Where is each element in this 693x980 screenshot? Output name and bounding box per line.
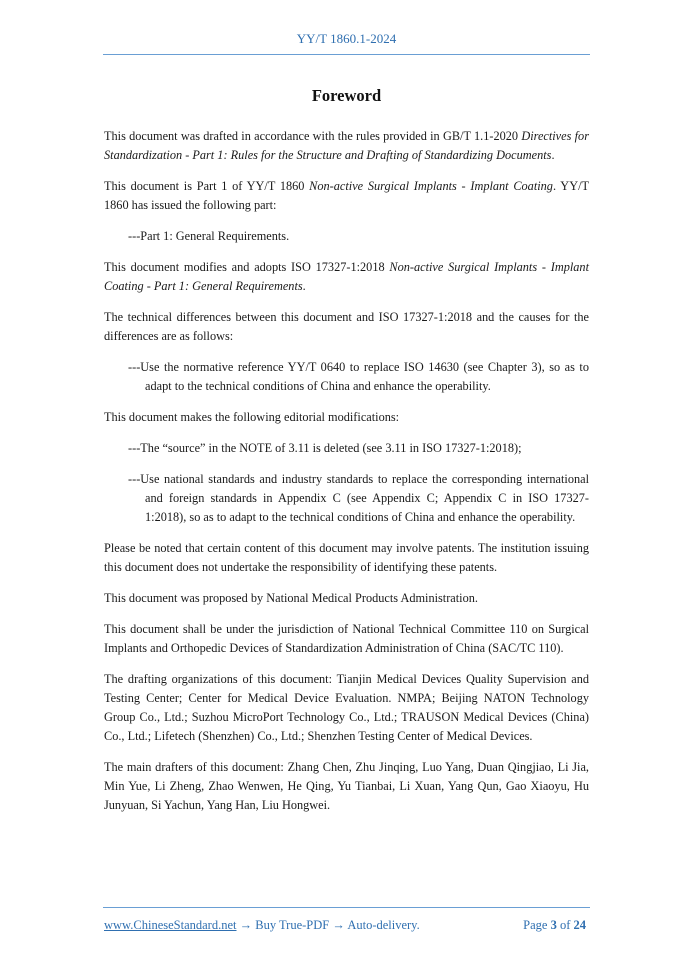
auto-delivery-text: Auto-delivery. [347,918,420,932]
page-total: 24 [573,918,586,932]
text-run: . [551,148,555,162]
paragraph-main-drafters: The main drafters of this document: Zhang Chen, Zhu Jinqing, Luo Yang, Duan Qingjiao, Li Jia, Min Yue, Li Zheng, Zhao Wenwen, He Qing, Yu Tianbai, Li Xuan, Yang Qun, Gao Xiaoyu, Hu Junyuan, Si Yachun, Yang Han, Liu Hongwei. [104,760,589,812]
foreword-body [104,127,589,827]
text-run: . [302,279,306,293]
footer-divider [103,907,590,908]
page-number [523,918,586,933]
list-item-normative-reference: ---Use the normative reference YY/T 0640 to replace ISO 14630 (see Chapter 3), so as to adapt to the technical conditions of China and enhance the operability. [128,360,589,393]
footer-links [104,918,420,933]
header-standard-id: YY/T 1860.1-2024 [296,31,397,46]
chinesestandard-link[interactable]: www.ChineseStandard.net [104,918,237,932]
paragraph-proposed-by: This document was proposed by National Medical Products Administration. [104,591,478,605]
paragraph-patents: Please be noted that certain content of this document may involve patents. The institution issuing this document does not undertake the responsibility of identifying these patents. [104,541,589,574]
header-divider [103,54,590,55]
page-label: Page [523,918,548,932]
page-of: of [559,918,571,932]
buy-true-pdf-text: Buy True-PDF [255,918,330,932]
arrow-icon: → [236,918,256,932]
paragraph-part-info [104,177,589,215]
paragraph-drafting-organizations: The drafting organizations of this document: Tianjin Medical Devices Quality Supervision and Testing Center; Center for Medical Device Evaluation. NMPA; Beijing NATON Technology Group Co., Ltd.; Suzhou MicroPort Technology Co., Ltd.; TRAUSON Medical Devices (China) Co., Ltd.; Lifetech (Shenzhen) Co., Ltd.; Shenzhen Testing Center of Medical Devices. [104,672,589,743]
italic-title: Non-active Surgical Implants - Implant Coating [309,179,553,193]
paragraph-jurisdiction: This document shall be under the jurisdiction of National Technical Committee 110 on Surgical Implants and Orthopedic Devices of Standardization Administration of China (SAC/TC 110). [104,622,589,655]
italic-title: Non-active Surgical Implants - Implant Coating - Part 1: General Requirements [104,260,589,293]
paragraph-drafting-rules [104,127,589,165]
list-item-appendix-c: ---Use national standards and industry standards to replace the corresponding international and foreign standards in Appendix C (see Appendix C; Appendix C in ISO 17327-1:2018), so as to adapt to the technical conditions of China and enhance the operability. [128,472,589,524]
paragraph-editorial-modifications: This document makes the following editorial modifications: [104,410,400,424]
page-title: Foreword [311,86,382,105]
list-item-source-deleted: ---The “source” in the NOTE of 3.11 is deleted (see 3.11 in ISO 17327-1:2018); [128,441,522,455]
paragraph-technical-differences: The technical differences between this document and ISO 17327-1:2018 and the causes for the differences are as follows: [104,310,589,343]
list-item-part1: ---Part 1: General Requirements. [128,229,290,243]
text-run: This document modifies and adopts ISO 17327-1:2018 [104,260,390,274]
text-run: This document was drafted in accordance with the rules provided in GB/T 1.1-2020 [104,129,522,143]
text-run: This document is Part 1 of YY/T 1860 [104,179,310,193]
italic-title: Directives for Standardization - Part 1: Rules for the Structure and Drafting of Standardizing Documents [104,129,589,162]
text-run: . YY/T 1860 has issued the following part: [104,179,589,212]
paragraph-iso-adoption [104,258,589,296]
arrow-icon: → [329,918,348,932]
page-current: 3 [550,918,557,932]
